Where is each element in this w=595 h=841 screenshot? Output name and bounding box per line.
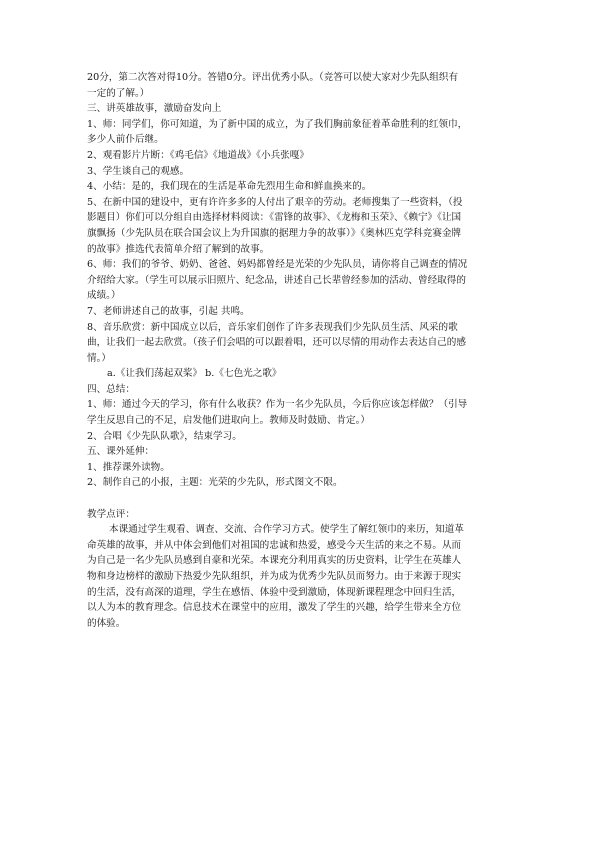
song-list-line: a.《让我们荡起双桨》 b.《七色光之歌》	[107, 368, 282, 380]
teaching-comment-section	[87, 507, 509, 632]
comment-line: 物和身边榜样的激励下热爱少先队组织，并为成为优秀少先队员而努力。由于来源于现实	[87, 571, 462, 582]
section-heading: 四、总结：	[87, 383, 135, 395]
text-line: 20分，第二次答对得10分。答错0分。评出优秀小队。（竞答可以使大家对少先队组织有	[87, 72, 459, 83]
comment-line: 的生活，没有高深的道理，学生在感悟、体验中受到激励，体现新课程理念中回归生活，	[87, 586, 462, 598]
text-line: 1、师：通过今天的学习，你有什么收获？作为一名少先队员，今后你应该怎样做？（引导	[87, 399, 468, 411]
text-line: 旗飘扬（少先队员在联合国会议上为升国旗的据理力争的故事）》《奥林匹克学科竞赛金牌	[87, 227, 462, 239]
text-line: 一定的了解。）	[87, 87, 150, 99]
section-heading: 三、讲英雄故事，激励奋发向上	[87, 103, 222, 115]
text-line: 2、合唱《少先队队歌》，结束学习。	[87, 430, 242, 442]
text-line: 3、学生谈自己的观感。	[87, 165, 190, 177]
text-line: 2、观看影片片断：《鸡毛信》《地道战》《小兵张嘎》	[87, 149, 309, 161]
text-line: 8、音乐欣赏：新中国成立以后，音乐家们创作了许多表现我们少先队员生活、风采的歌	[87, 321, 458, 333]
spacer	[87, 491, 509, 507]
comment-title: 教学点评：	[87, 508, 135, 520]
document-body	[87, 70, 509, 631]
comment-line: 命英雄的故事，并从中体会到他们对祖国的忠诚和热爱，感受今天生活的来之不易。从而	[87, 539, 462, 551]
comment-line: 的体验。	[87, 617, 126, 629]
comment-line: 本课通过学生观看、调查、交流、合作学习方式。使学生了解红领巾的来历，知道革	[109, 524, 464, 536]
comment-line: 为自己是一名少先队员感到自豪和光荣。本课充分利用真实的历史资料，让学生在英雄人	[87, 555, 462, 567]
lesson-steps-section	[87, 70, 509, 382]
text-line: 成绩。）	[87, 290, 121, 302]
text-line: 6、师：我们的爷爷、奶奶、爸爸、妈妈都曾经是光荣的少先队员，请你将自己调查的情况	[87, 259, 468, 271]
text-line: 1、师：同学们，你可知道，为了新中国的成立，为了我们胸前象征着革命胜利的红领巾，	[87, 118, 468, 130]
text-line: 的故事》推选代表简单介绍了解到的故事。	[87, 243, 270, 255]
summary-section	[87, 382, 509, 491]
text-line: 4、小结：是的，我们现在的生活是革命先烈用生命和鲜血换来的。	[87, 181, 372, 193]
section-heading: 五、课外延伸：	[87, 446, 155, 458]
text-line: 7、老师讲述自己的故事，引起 共鸣。	[87, 305, 250, 317]
text-line: 2、制作自己的小报，主题：光荣的少先队，形式图文不限。	[87, 477, 343, 489]
text-line: 学生反思自己的不足，启发他们进取向上。教师及时鼓励、肯定。）	[87, 415, 371, 427]
text-line: 多少人前仆后继。	[87, 134, 164, 146]
text-line: 情。）	[87, 352, 111, 364]
text-line: 介绍给大家。（学生可以展示旧照片、纪念品，讲述自己长辈曾经参加的活动、曾经取得的	[87, 274, 466, 286]
comment-line: 以人为本的教育理念。信息技术在课堂中的应用，激发了学生的兴趣，给学生带来全方位	[87, 602, 462, 614]
text-line: 曲，让我们一起去欣赏。（孩子们会唱的可以跟着唱，还可以尽情的用动作去表达自己的感	[87, 337, 466, 349]
text-line: 影题目）你们可以分组自由选择材料阅读：《雷锋的故事》、《龙梅和玉荣》、《赖宁》《让国	[87, 212, 462, 224]
text-line: 5、在新中国的建设中，更有许许多多的人付出了艰辛的劳动。老师搜集了一些资料，（投	[87, 196, 463, 208]
text-line: 1、推荐课外读物。	[87, 461, 170, 473]
